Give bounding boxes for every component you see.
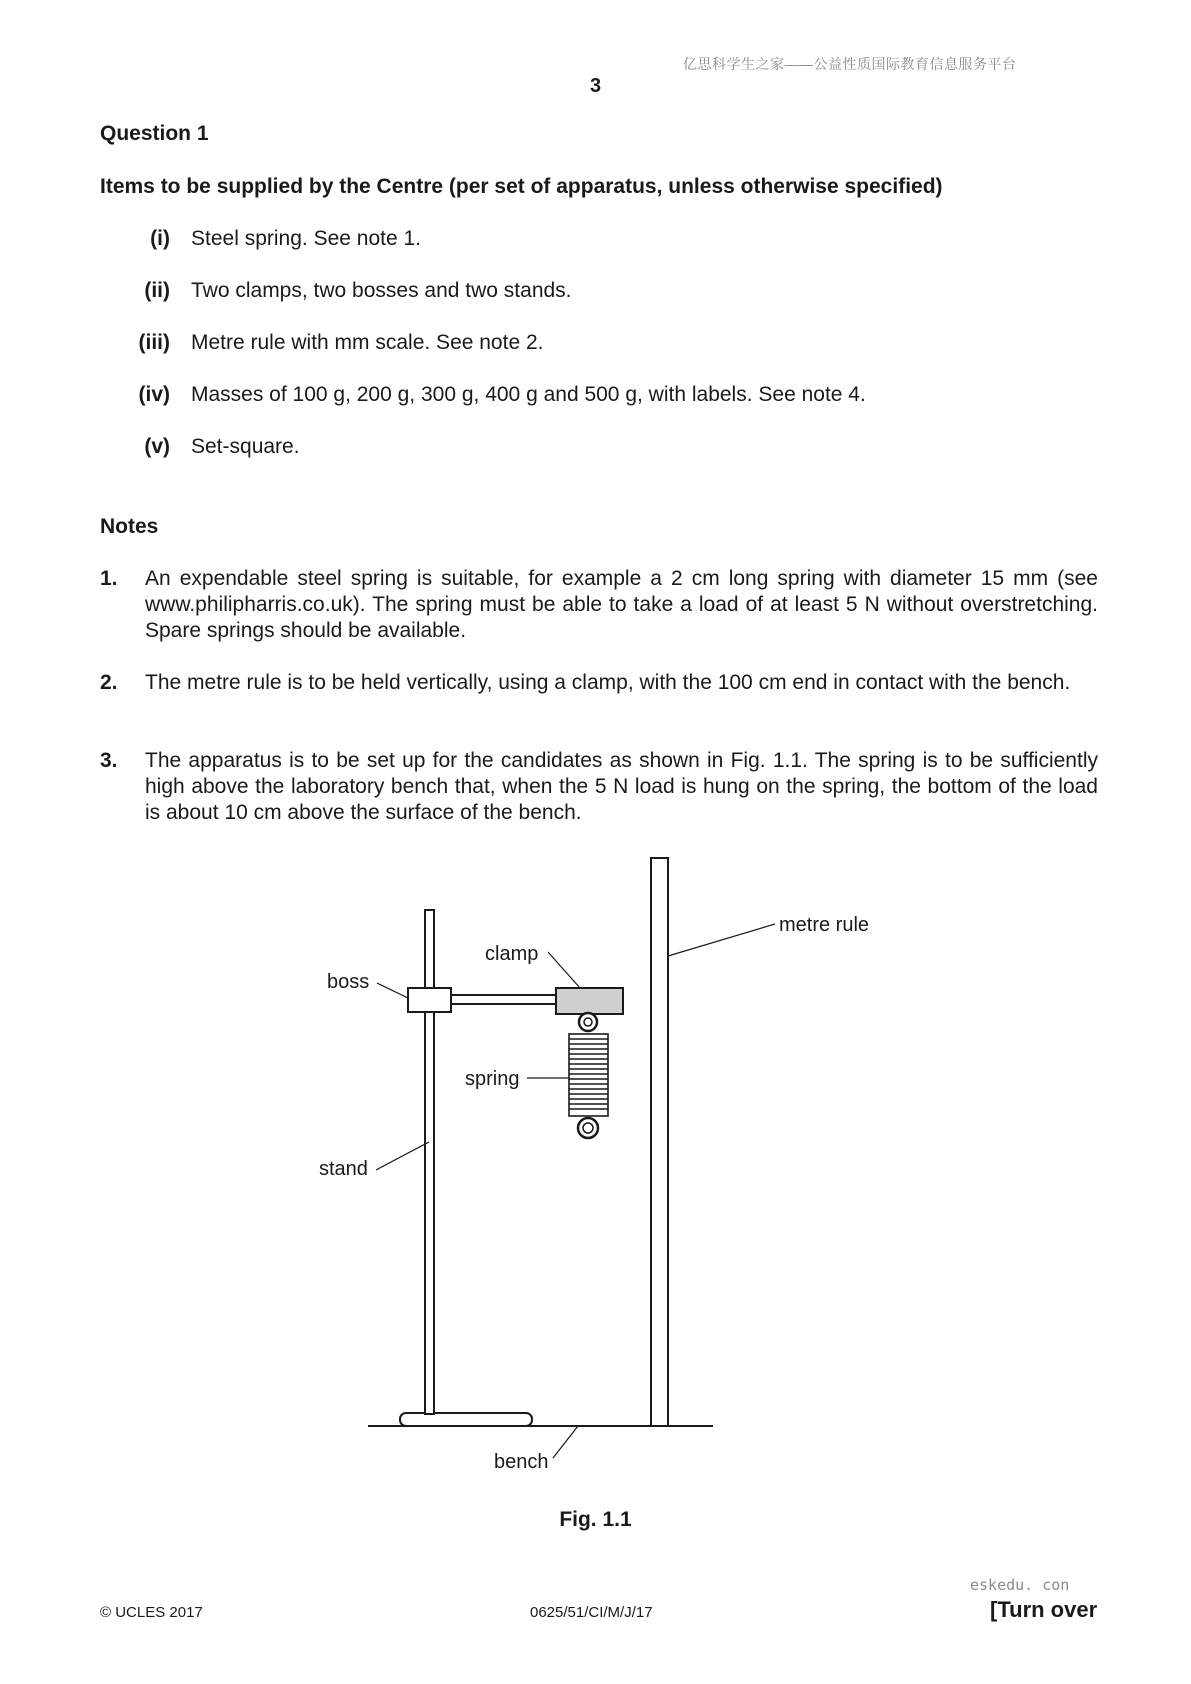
- question-title: Question 1: [100, 122, 209, 145]
- item-text: Masses of 100 g, 200 g, 300 g, 400 g and 500 g, with labels. See note 4.: [191, 383, 866, 406]
- item-text: Steel spring. See note 1.: [191, 227, 421, 250]
- spring-coils: [569, 1034, 608, 1116]
- footer-copyright: © UCLES 2017: [100, 1604, 203, 1621]
- item-text: Metre rule with mm scale. See note 2.: [191, 331, 544, 354]
- clamp-leader: [548, 952, 580, 988]
- note-number: 3.: [100, 749, 118, 772]
- label-boss: boss: [327, 971, 370, 993]
- boss-leader: [377, 983, 408, 998]
- item-text: Set-square.: [191, 435, 300, 458]
- metre-rule: [651, 858, 668, 1426]
- figure-caption: Fig. 1.1: [559, 1508, 632, 1531]
- note-number: 1.: [100, 567, 118, 590]
- item-number: (iii): [138, 331, 170, 354]
- metre-rule-leader: [668, 924, 775, 956]
- note-text: The apparatus is to be set up for the candidates as shown in Fig. 1.1. The spring is to be sufficiently high above the laboratory bench that, when the 5 N load is hung on the spring, the bottom of the load is about 10 cm above the surface of the bench.: [145, 749, 1098, 824]
- header-watermark: 亿思科学生之家——公益性质国际教育信息服务平台: [683, 56, 1017, 72]
- stand-leader: [376, 1142, 429, 1170]
- item-number: (iv): [138, 383, 170, 406]
- label-spring: spring: [465, 1068, 520, 1090]
- label-clamp: clamp: [485, 943, 539, 965]
- clamp-arm: [450, 995, 556, 1004]
- boss: [408, 988, 451, 1012]
- items-heading: Items to be supplied by the Centre (per set of apparatus, unless otherwise specified): [100, 175, 943, 198]
- footer-turn-over: [Turn over: [990, 1597, 1098, 1622]
- note-number: 2.: [100, 671, 118, 694]
- label-bench: bench: [494, 1451, 549, 1473]
- item-text: Two clamps, two bosses and two stands.: [191, 279, 572, 302]
- note-text: The metre rule is to be held vertically, using a clamp, with the 100 cm end in contact with the bench.: [145, 671, 1071, 694]
- item-number: (ii): [144, 279, 170, 302]
- bench-leader: [553, 1426, 578, 1458]
- label-metre-rule: metre rule: [779, 914, 870, 936]
- item-number: (i): [150, 227, 170, 250]
- item-number: (v): [144, 435, 170, 458]
- clamp-head: [556, 988, 623, 1014]
- footer-watermark: eskedu. con: [970, 1576, 1070, 1594]
- page-number: 3: [589, 75, 602, 97]
- note-text: An expendable steel spring is suitable, for example a 2 cm long spring with diameter 15 mm (see www.philipharris.co.uk). The spring must be able to take a load of at least 5 N without overstretching. Spare springs should be available.: [145, 567, 1098, 642]
- stand-base: [400, 1413, 532, 1426]
- footer-paper-code: 0625/51/CI/M/J/17: [530, 1604, 653, 1621]
- label-stand: stand: [319, 1158, 368, 1180]
- notes-heading: Notes: [100, 515, 159, 538]
- stand-rod: [425, 910, 434, 1414]
